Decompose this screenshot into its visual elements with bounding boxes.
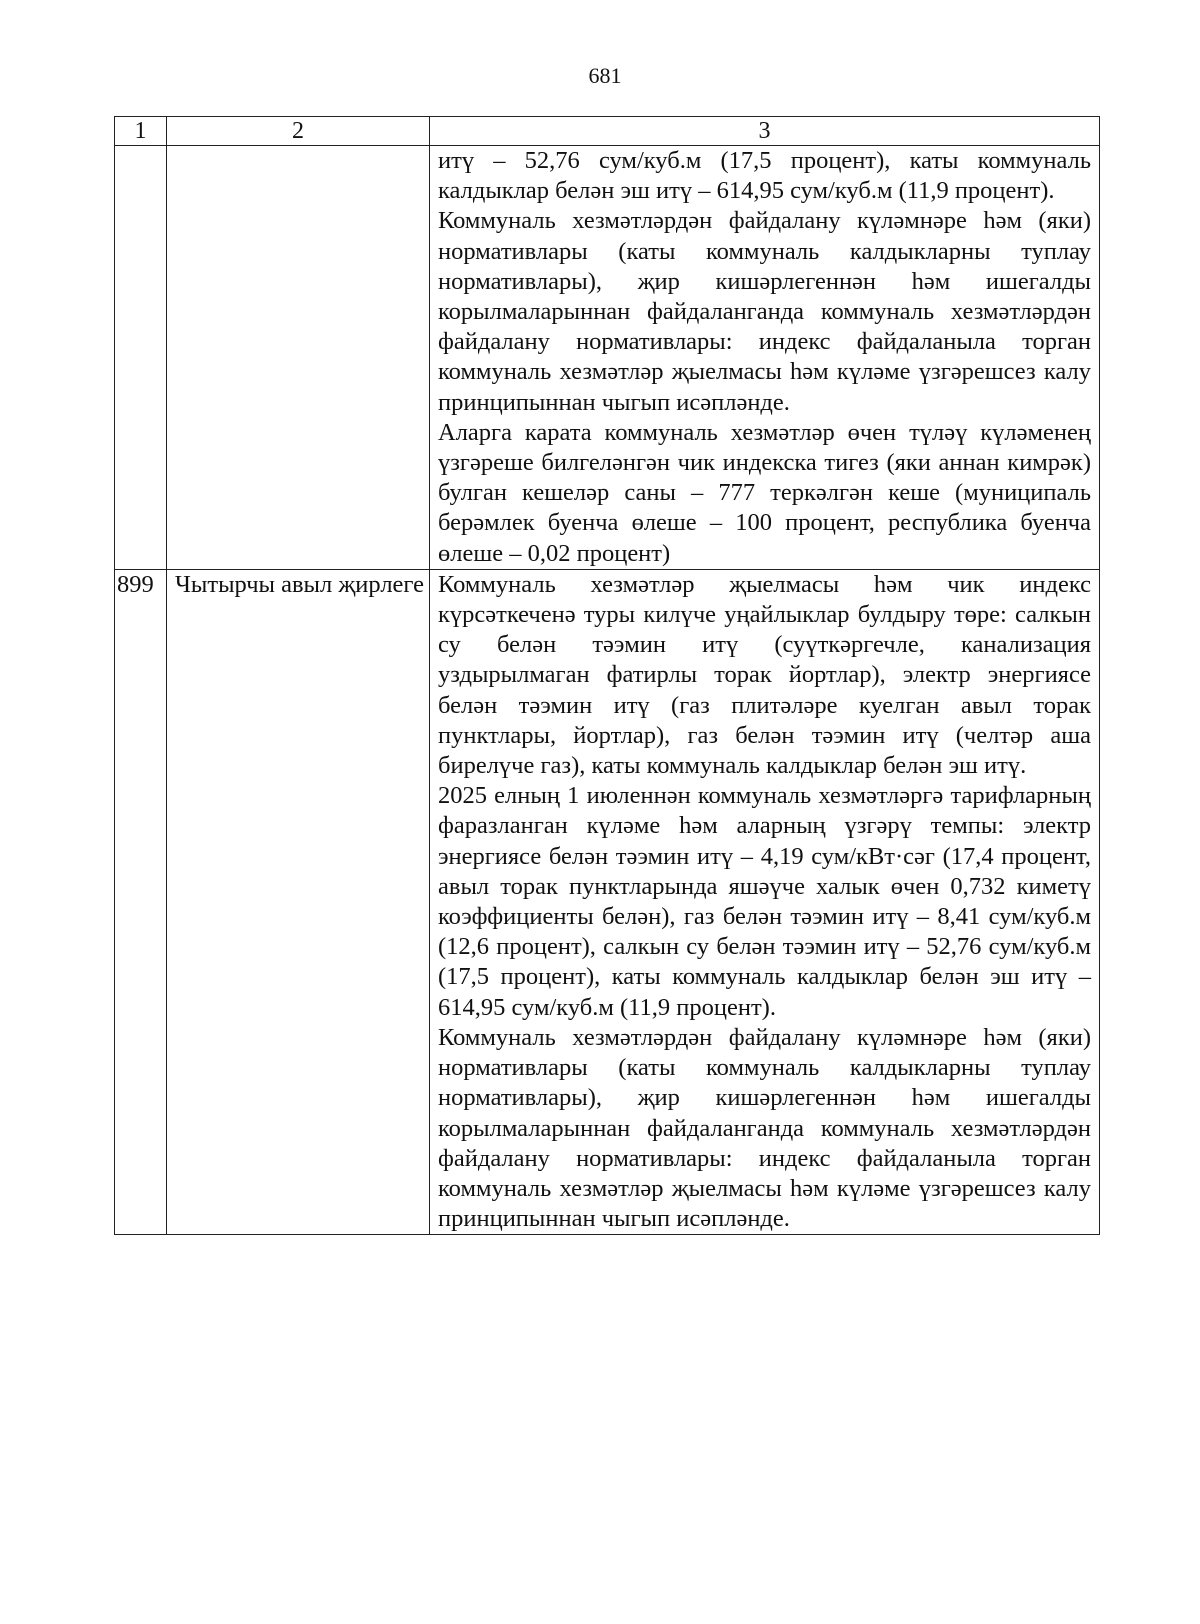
row-content xyxy=(430,146,1100,570)
table-row xyxy=(115,569,1100,1234)
table-row xyxy=(115,146,1100,570)
municipality-table xyxy=(114,116,1100,1235)
content-paragraph: итү – 52,76 сум/куб.м (17,5 процент), каты коммуналь калдыклар белән эш итү – 614,95 сум/куб.м (11,9 процент). xyxy=(438,147,1091,205)
column-header-2: 2 xyxy=(167,117,430,146)
table-header-row xyxy=(115,117,1100,146)
content-paragraph: 2025 елның 1 июленнән коммуналь хезмәтләргә тарифларның фаразланган күләме һәм аларның үзгәрү темпы: электр энергиясе белән тәэмин итү – 4,19 сум/кВт·сәг (17,4 процент, авыл торак пунктларында яшәүче халык өчен 0,732 киметү коэффициенты белән), газ белән тәэмин итү – 8,41 сум/куб.м (12,6 процент), салкын су белән тәэмин итү – 52,76 сум/куб.м (17,5 процент), каты коммуналь калдыклар белән эш итү – 614,95 сум/куб.м (11,9 процент). xyxy=(438,782,1091,1021)
settlement-name: Чытырчы авыл җирлеге xyxy=(167,569,430,1234)
content-paragraph: Аларга карата коммуналь хезмәтләр өчен түләү күләменең үзгәреше билгеләнгән чик индекска тигез (яки аннан кимрәк) булган кешеләр саны – 777 теркәлгән кеше (муниципаль берәмлек буенча өлеше – 100 процент, республика буенча өлеше – 0,02 процент) xyxy=(438,418,1091,567)
page-number: 681 xyxy=(588,63,622,88)
settlement-name xyxy=(167,146,430,570)
row-number: 899 xyxy=(115,569,167,1234)
content-paragraph: Коммуналь хезмәтләрдән файдалану күләмнәре һәм (яки) нормативлары (каты коммуналь калдыкларны туплау нормативлары), җир кишәрлегеннән һәм ишегалды корылмаларыннан файдаланганда коммуналь хезмәтләрдән файдалану нормативлары: индекс файдаланыла торган коммуналь хезмәтләр җыелмасы һәм күләме үзгәрешсез калу принципыннан чыгып исәпләнде. xyxy=(438,1023,1091,1233)
row-content xyxy=(430,569,1100,1234)
row-number xyxy=(115,146,167,570)
content-paragraph: Коммуналь хезмәтләрдән файдалану күләмнәре һәм (яки) нормативлары (каты коммуналь калдыкларны туплау нормативлары), җир кишәрлегеннән һәм ишегалды корылмаларыннан файдаланганда коммуналь хезмәтләрдән файдалану нормативлары: индекс файдаланыла торган коммуналь хезмәтләр җыелмасы һәм күләме үзгәрешсез калу принципыннан чыгып исәпләнде. xyxy=(438,207,1091,416)
column-header-1: 1 xyxy=(115,117,167,146)
content-paragraph: Коммуналь хезмәтләр җыелмасы һәм чик индекс күрсәткеченә туры килүче уңайлыклар булдыру төре: салкын су белән тәэмин итү (суүткәргечле, канализация уздырылмаган фатирлы торак йортлар), электр энергиясе белән тәэмин итү (газ плитәләре куелган авыл торак пунктлары, йортлар), газ белән тәэмин итү (челтәр аша бирелүче газ), каты коммуналь калдыклар белән эш итү. xyxy=(438,570,1091,780)
column-header-3: 3 xyxy=(430,117,1100,146)
